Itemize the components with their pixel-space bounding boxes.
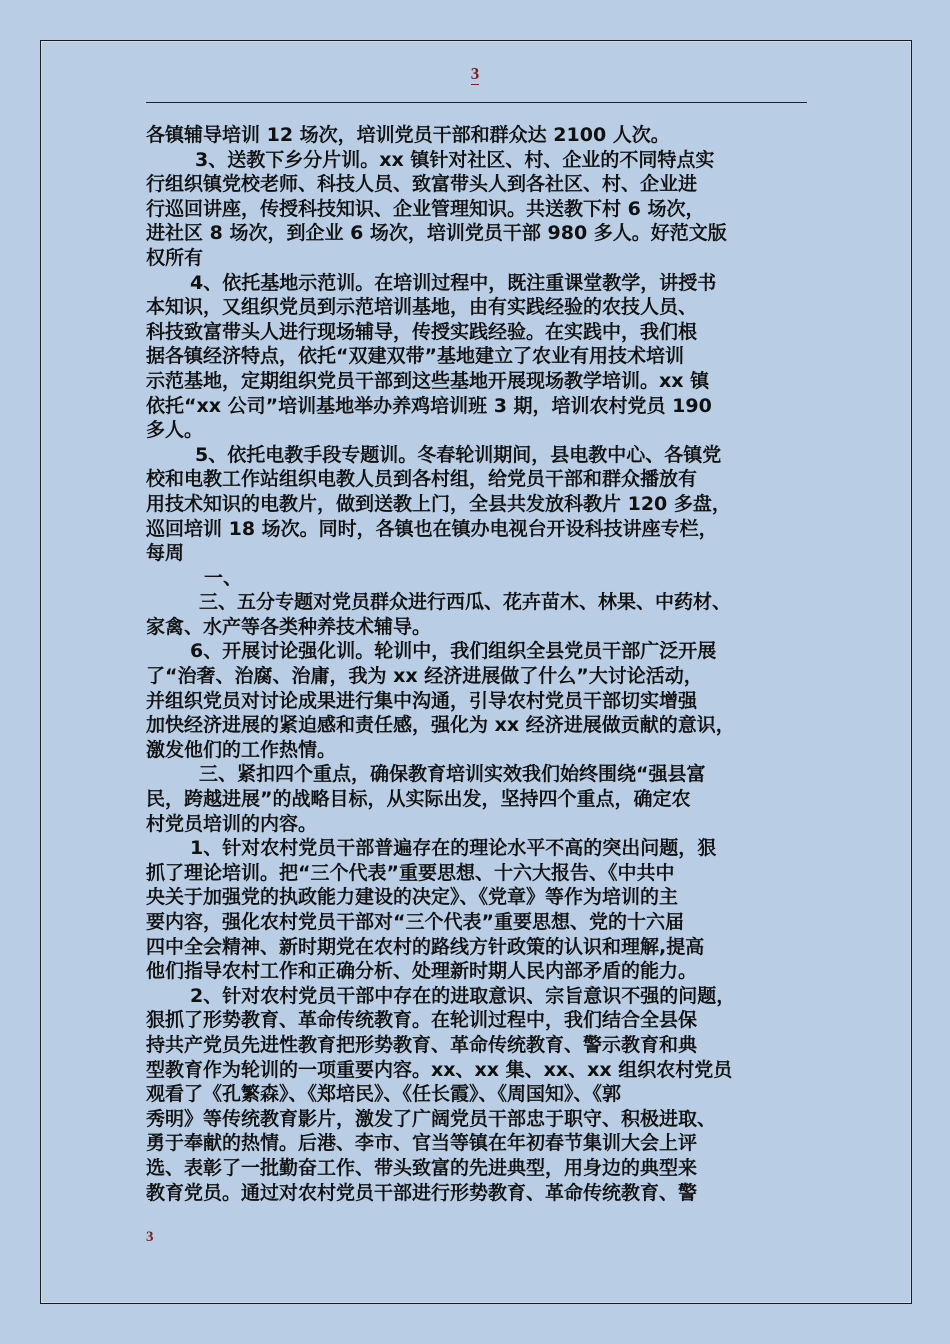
text-line: 三、五分专题对党员群众进行西瓜、花卉苗木、林果、中药材、 bbox=[199, 591, 732, 614]
text-line: 激发他们的工作热情。 bbox=[146, 738, 337, 761]
header-rule bbox=[146, 102, 807, 103]
text-line: 一、 bbox=[204, 566, 243, 589]
footer-page-number: 3 bbox=[146, 1229, 154, 1245]
text-line: 家禽、水产等各类种养技术辅导。 bbox=[146, 615, 432, 638]
text-line: 示范基地，定期组织党员干部到这些基地开展现场教学培训。xx 镇 bbox=[146, 369, 710, 392]
text-line: 要内容，强化农村党员干部对“三个代表”重要思想、党的十六届 bbox=[146, 911, 684, 933]
text-line: 四中全会精神、新时期党在农村的路线方针政策的认识和理解,提高 bbox=[146, 935, 705, 958]
text-line: 型教育作为轮训的一项重要内容。xx、xx 集、xx、xx 组织农村党员 bbox=[146, 1058, 733, 1081]
text-line: 科技致富带头人进行现场辅导，传授实践经验。在实践中，我们根 bbox=[146, 320, 698, 343]
header-page-number bbox=[0, 64, 950, 84]
text-line: 三、紧扣四个重点，确保教育培训实效我们始终围绕“强县富 bbox=[199, 763, 706, 786]
text-line: 央关于加强党的执政能力建设的决定》、《党章》等作为培训的主 bbox=[146, 886, 679, 909]
text-line: 5、依托电教手段专题训。冬春轮训期间，县电教中心、各镇党 bbox=[195, 443, 722, 466]
text-line: 4、依托基地示范训。在培训过程中，既注重课堂教学，讲授书 bbox=[190, 271, 717, 294]
text-line: 行组织镇党校老师、科技人员、致富带头人到各社区、村、企业进 bbox=[146, 173, 698, 196]
document-body bbox=[146, 123, 816, 1205]
text-line: 持共产党员先进性教育把形势教育、革命传统教育、警示教育和典 bbox=[146, 1033, 698, 1056]
text-line: 抓了理论培训。把“三个代表”重要思想、十六大报告、《中共中 bbox=[146, 861, 675, 884]
text-line: 每周 bbox=[146, 542, 185, 565]
text-line: 狠抓了形势教育、革命传统教育。在轮训过程中，我们结合全县保 bbox=[146, 1009, 698, 1032]
text-line: 本知识，又组织党员到示范培训基地，由有实践经验的农技人员、 bbox=[146, 296, 698, 319]
text-line: 秀明》等传统教育影片，激发了广阔党员干部忠于职守、积极进取、 bbox=[146, 1107, 717, 1130]
text-line: 观看了《孔繁森》、《郑培民》、《任长霞》、《周国知》、《郭 bbox=[146, 1083, 622, 1106]
text-line: 教育党员。通过对农村党员干部进行形势教育、革命传统教育、警 bbox=[146, 1181, 698, 1204]
text-line: 了“治奢、治腐、治庸，我为 xx 经济进展做了什么”大讨论活动， bbox=[146, 665, 703, 688]
text-line: 1、针对农村党员干部普遍存在的理论水平不高的突出问题，狠 bbox=[190, 837, 717, 860]
text-line: 权所有 bbox=[146, 246, 204, 269]
text-line: 据各镇经济特点，依托“双建双带”基地建立了农业有用技术培训 bbox=[146, 345, 684, 368]
text-line: 各镇辅导培训 12 场次，培训党员干部和群众达 2100 人次。 bbox=[146, 124, 670, 146]
text-line: 校和电教工作站组织电教人员到各村组，给党员干部和群众播放有 bbox=[146, 468, 698, 491]
text-line: 村党员培训的内容。 bbox=[146, 812, 318, 835]
text-line: 民，跨越进展”的战略目标，从实际出发，坚持四个重点，确定农 bbox=[146, 788, 691, 811]
text-line: 依托“xx 公司”培训基地举办养鸡培训班 3 期，培训农村党员 190 bbox=[146, 394, 712, 417]
text-line: 行巡回讲座，传授科技知识、企业管理知识。共送教下村 6 场次， bbox=[146, 197, 705, 220]
text-line: 勇于奉献的热情。后港、李市、官当等镇在年初春节集训大会上评 bbox=[146, 1132, 698, 1155]
text-line: 多人。 bbox=[146, 419, 204, 442]
text-line: 用技术知识的电教片，做到送教上门，全县共发放科教片 120 多盘， bbox=[146, 492, 731, 515]
text-line: 选、表彰了一批勤奋工作、带头致富的先进典型，用身边的典型来 bbox=[146, 1156, 698, 1179]
text-line: 巡回培训 18 场次。同时，各镇也在镇办电视台开设科技讲座专栏， bbox=[146, 517, 718, 540]
header-page-number-text: 3 bbox=[470, 64, 480, 83]
text-line: 加快经济进展的紧迫感和责任感，强化为 xx 经济进展做贡献的意识， bbox=[146, 714, 735, 737]
text-line: 3、送教下乡分片训。xx 镇针对社区、村、企业的不同特点实 bbox=[195, 148, 715, 171]
text-line: 2、针对农村党员干部中存在的进取意识、宗旨意识不强的问题， bbox=[190, 984, 736, 1007]
text-line: 进社区 8 场次，到企业 6 场次，培训党员干部 980 多人。好范文版 bbox=[146, 222, 727, 245]
text-line: 他们指导农村工作和正确分析、处理新时期人民内部矛盾的能力。 bbox=[146, 960, 698, 983]
text-line: 6、开展讨论强化训。轮训中，我们组织全县党员干部广泛开展 bbox=[190, 640, 717, 663]
text-line: 并组织党员对讨论成果进行集中沟通，引导农村党员干部切实增强 bbox=[146, 689, 698, 712]
